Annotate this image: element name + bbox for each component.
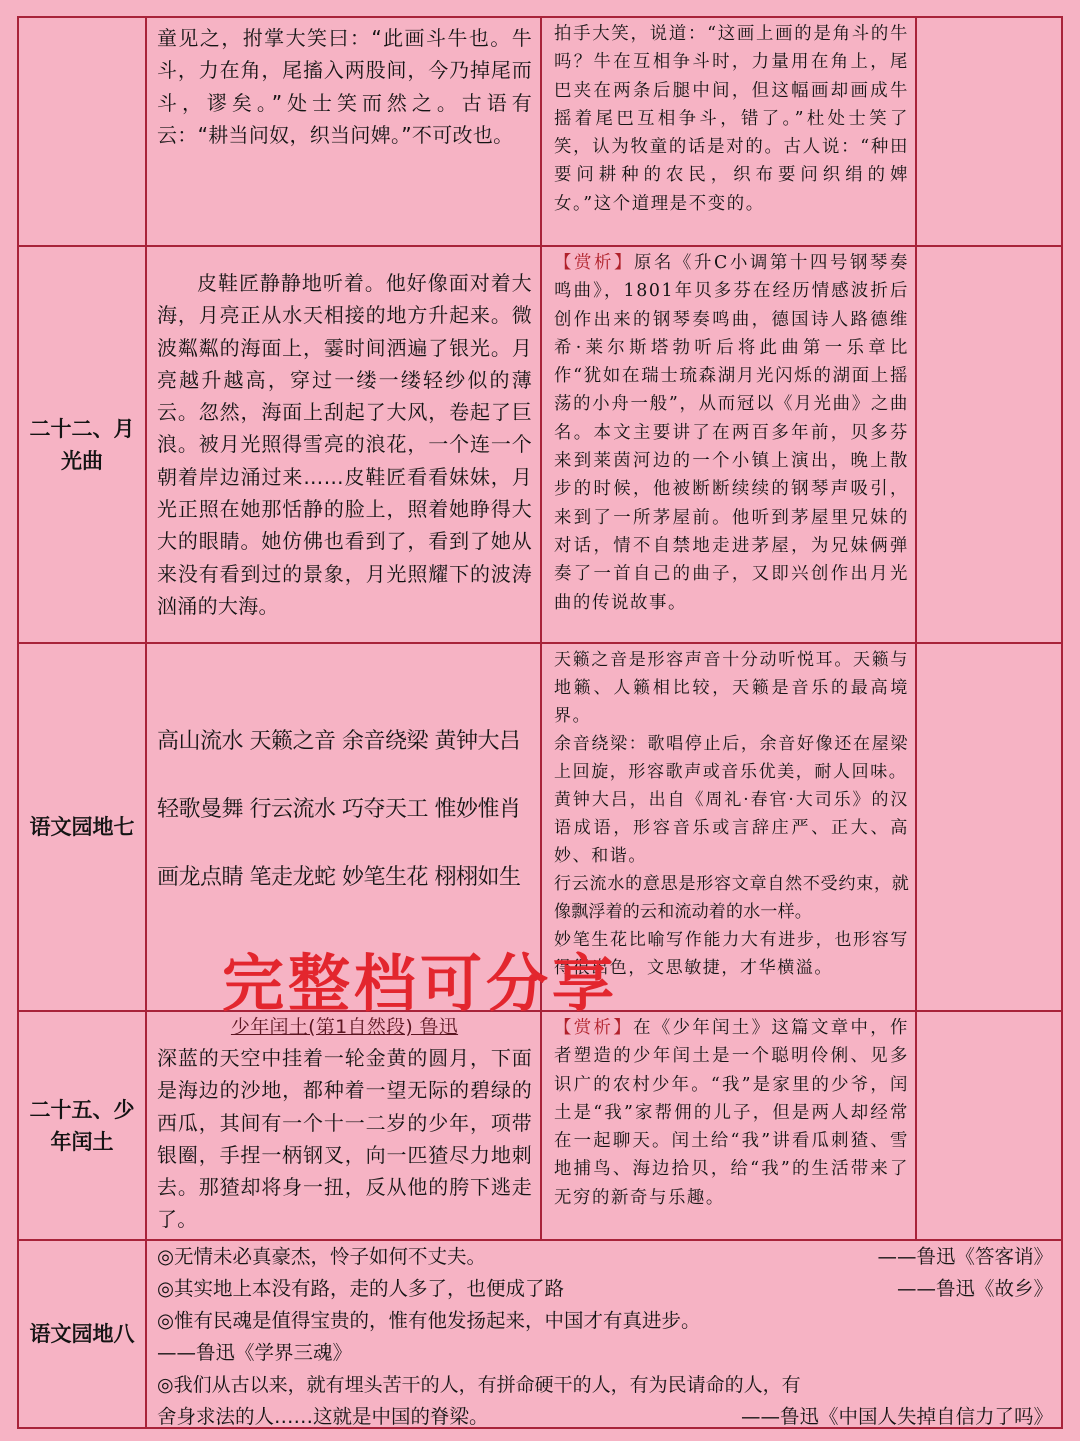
quote-text: ◎我们从古以来，就有埋头苦干的人，有拼命硬干的人，有为民请命的人，有 — [157, 1374, 801, 1396]
quote-source: ——鲁迅《学界三魂》 — [157, 1341, 353, 1364]
text-body: 皮鞋匠静静地听着。他好像面对着大海，月亮正从水天相接的地方升起来。微波粼粼的海面上，霎时间洒遍了银光。月亮越升越高，穿过一缕一缕轻纱似的薄云。忽然，海面上刮起了大风，卷起了巨浪。被月光照得雪亮的浪花，一个连一个朝着岸边涌过来……皮鞋匠看看妹妹，月光正照在她那恬静的脸上，照着她睁得大大的眼睛。她仿佛也看到了，看到了她从来没有看到过的景象，月光照耀下的波涛汹涌的大海。 — [157, 271, 532, 618]
idiom-line: 画龙点睛 笔走龙蛇 妙笔生花 栩栩如生 — [157, 865, 521, 890]
text-body: 深蓝的天空中挂着一轮金黄的圆月，下面是海边的沙地，都种着一望无际的碧绿的西瓜，其间有一个十一二岁的少年，项带银圈，手捏一柄钢叉，向一匹猹尽力地刺去。那猹却将身一扭，反从他的胯下逃走了。 — [157, 1046, 532, 1232]
lesson-title: 语文园地八 — [19, 1241, 147, 1427]
quote-line — [157, 1401, 1053, 1427]
original-text — [147, 247, 542, 642]
quote-line — [157, 1241, 1053, 1273]
lesson-title — [19, 18, 147, 245]
text-source: 少年闰土(第1自然段) 鲁迅 — [230, 1016, 459, 1038]
notes-table — [17, 16, 1063, 1429]
table-row — [19, 1241, 1061, 1427]
idiom-note: 行云流水的意思是形容文章自然不受约束，就像飘浮着的云和流动着的水一样。 — [554, 874, 909, 922]
idiom-line: 高山流水 天籁之音 余音绕梁 黄钟大吕 — [157, 729, 521, 754]
quote-text: ◎惟有民魂是值得宝贵的，惟有他发扬起来，中国才有真进步。 — [157, 1309, 701, 1332]
idiom-line: 轻歌曼舞 行云流水 巧夺天工 惟妙惟肖 — [157, 797, 521, 822]
note-body: 拍手大笑，说道：“这画上画的是角斗的牛吗？牛在互相争斗时，力量用在角上，尾巴夹在两条后腿中间，但这幅画却画成牛摇着尾巴互相争斗，错了。”杜处士笑了笑，认为牧童的话是对的。古人说：“种田要问耕种的农民，织布要问织绢的婢女。”这个道理是不变的。 — [554, 24, 909, 214]
blank-cell — [917, 18, 1061, 245]
quote-text: ◎其实地上本没有路，走的人多了，也便成了路 — [157, 1277, 565, 1300]
watermark-text: 完整档可分享 — [222, 947, 619, 1020]
quote-text: ◎无情未必真豪杰，怜子如何不丈夫。 — [157, 1245, 487, 1268]
original-text — [147, 1012, 542, 1239]
table-row — [19, 247, 1061, 644]
quote-source: ——鲁迅《中国人失掉自信力了吗》 — [740, 1405, 1053, 1427]
blank-cell — [917, 644, 1061, 1010]
idiom-note: 妙笔生花比喻写作能力大有进步，也形容写得很出色，文思敏捷，才华横溢。 — [554, 930, 909, 978]
table-row — [19, 18, 1061, 247]
quote-source: ——鲁迅《答客诮》 — [877, 1245, 1053, 1268]
appreciation-note — [542, 247, 917, 642]
table-row — [19, 1012, 1061, 1241]
appreciation-tag: 【赏析】 — [554, 1018, 634, 1038]
quote-line — [157, 1273, 1053, 1305]
note-body: 在《少年闰土》这篇文章中，作者塑造的少年闰土是一个聪明伶俐、见多识广的农村少年。“我”是家里的少爷，闰土是“我”家帮佣的儿子，但是两人却经常在一起聊天。闰土给“我”讲看瓜刺猹、雪地捕鸟、海边拾贝，给“我”的生活带来了无穷的新奇与乐趣。 — [554, 1018, 909, 1208]
idiom-note: 余音绕梁：歌唱停止后，余音好像还在屋梁上回旋，形容歌声或音乐优美，耐人回味。 — [554, 734, 909, 782]
text-body: 童见之，拊掌大笑曰：“此画斗牛也。牛斗，力在角，尾搐入两股间，今乃掉尾而斗，谬矣。”处士笑而然之。古语有云：“耕当问奴，织当问婢。”不可改也。 — [157, 26, 532, 147]
blank-cell — [917, 247, 1061, 642]
lesson-title: 语文园地七 — [19, 644, 147, 1010]
lesson-title: 二十二、月光曲 — [19, 247, 147, 642]
idiom-note: 黄钟大吕，出自《周礼·春官·大司乐》的汉语成语，形容音乐或言辞庄严、正大、高妙、和谐。 — [554, 790, 909, 866]
original-text — [147, 18, 542, 245]
lesson-title: 二十五、少年闰土 — [19, 1012, 147, 1239]
quote-list — [147, 1241, 1061, 1427]
quote-source: ——鲁迅《故乡》 — [896, 1277, 1053, 1300]
translation-note — [542, 18, 917, 245]
appreciation-tag: 【赏析】 — [554, 253, 635, 273]
note-body: 原名《升C小调第十四号钢琴奏鸣曲》，1801年贝多芬在经历情感波折后创作出来的钢琴奏鸣曲，德国诗人路德维希·莱尔斯塔勃听后将此曲第一乐章比作“犹如在瑞士琉森湖月光闪烁的湖面上摇荡的小舟一般”，从而冠以《月光曲》之曲名。本文主要讲了在两百多年前，贝多芬来到莱茵河边的一个小镇上演出，晚上散步的时候，他被断断续续的钢琴声吸引，来到了一所茅屋前。他听到茅屋里兄妹的对话，情不自禁地走进茅屋，为兄妹俩弹奏了一首自己的曲子，又即兴创作出月光曲的传说故事。 — [554, 253, 909, 613]
quote-text: 舍身求法的人……这就是中国的脊梁。 — [157, 1405, 489, 1427]
blank-cell — [917, 1012, 1061, 1239]
appreciation-note — [542, 1012, 917, 1239]
idiom-note: 天籁之音是形容声音十分动听悦耳。天籁与地籁、人籁相比较，天籁是音乐的最高境界。 — [554, 650, 909, 726]
